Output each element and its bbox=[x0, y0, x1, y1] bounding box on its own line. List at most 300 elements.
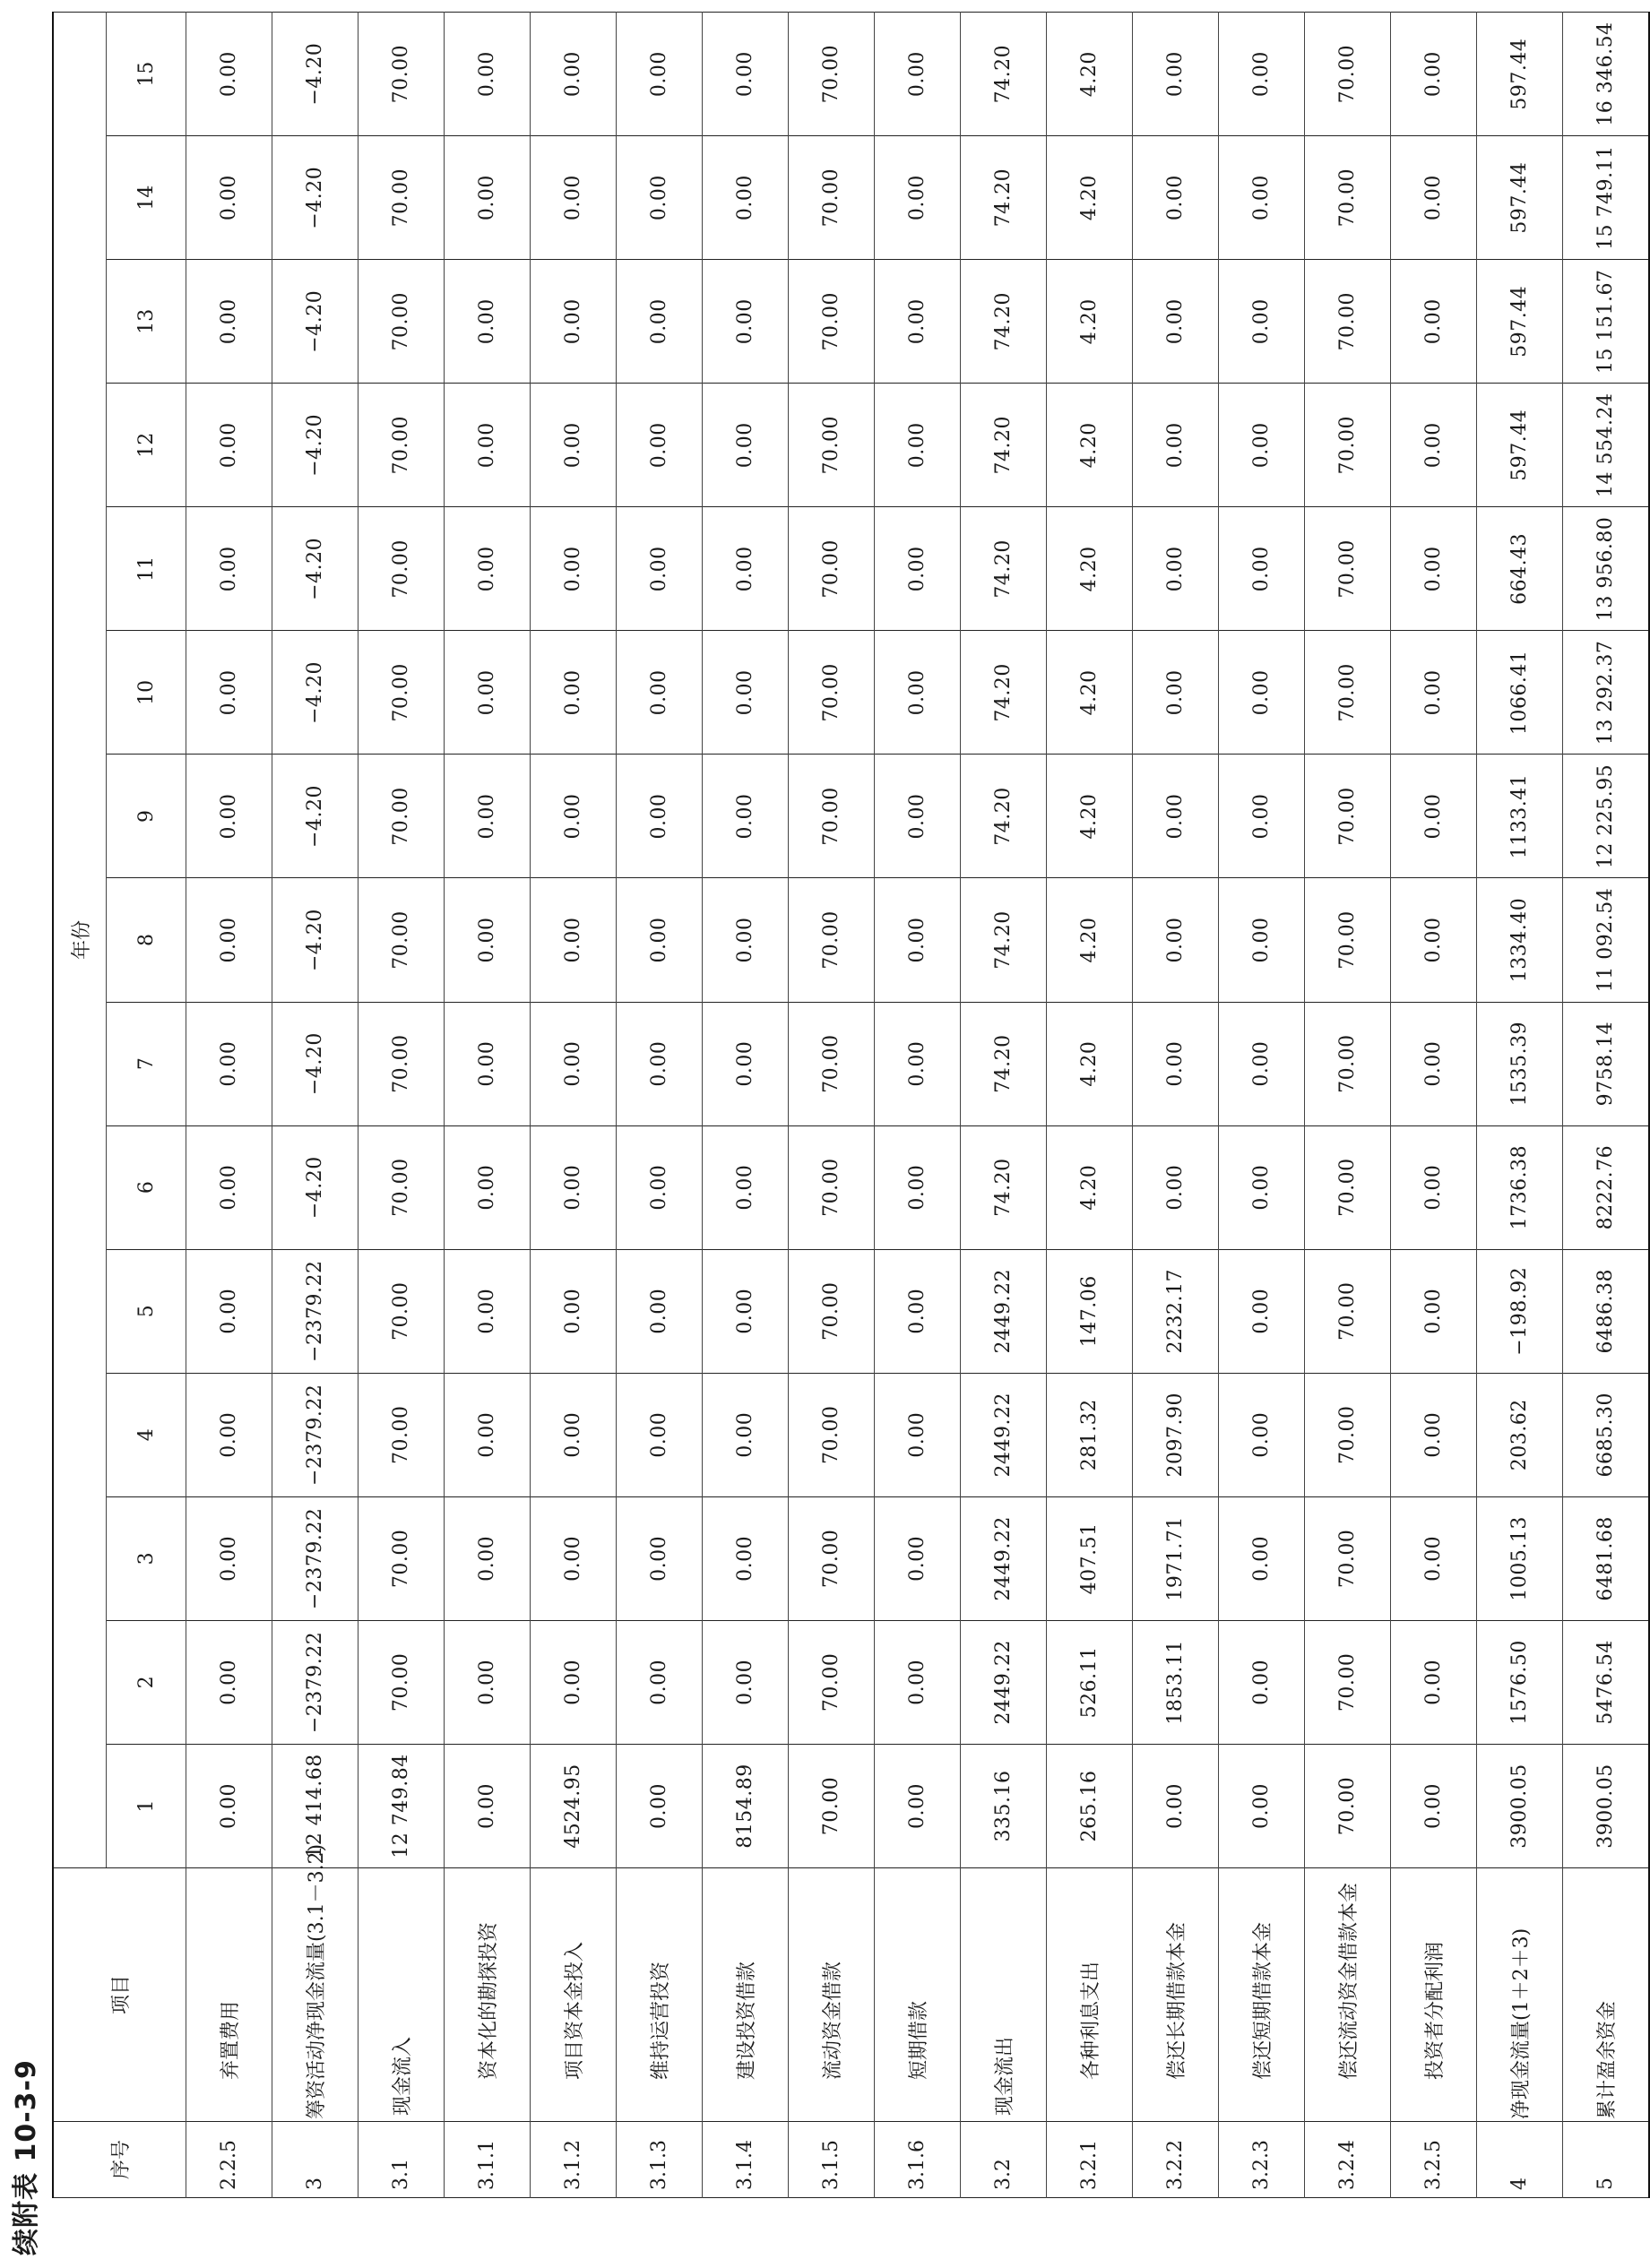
value-cell: 0.00 bbox=[1219, 878, 1305, 1002]
item-cell: 建设投资借款 bbox=[703, 1868, 789, 2122]
value-cell: 0.00 bbox=[1219, 136, 1305, 260]
value-cell: 0.00 bbox=[703, 755, 789, 878]
value-cell: 0.00 bbox=[186, 1620, 272, 1744]
value-cell: 74.20 bbox=[961, 1125, 1047, 1249]
value-cell: 0.00 bbox=[1133, 13, 1219, 136]
value-cell: 4.20 bbox=[1047, 260, 1133, 384]
value-cell: 0.00 bbox=[1219, 507, 1305, 631]
value-cell: 0.00 bbox=[531, 878, 617, 1002]
table-row bbox=[1477, 13, 1563, 2198]
table-row bbox=[961, 13, 1047, 2198]
value-cell: 0.00 bbox=[186, 1496, 272, 1620]
seq-cell: 3.1.1 bbox=[445, 2122, 531, 2198]
value-cell: 70.00 bbox=[1305, 755, 1391, 878]
value-cell: −4.20 bbox=[272, 260, 359, 384]
header-row bbox=[53, 13, 107, 2198]
table-row bbox=[1563, 13, 1650, 2198]
value-cell: 15 749.11 bbox=[1563, 136, 1650, 260]
value-cell: 0.00 bbox=[531, 384, 617, 507]
value-cell: 12 414.68 bbox=[272, 1744, 359, 1867]
value-cell: 0.00 bbox=[875, 13, 961, 136]
value-cell: −2379.22 bbox=[272, 1496, 359, 1620]
value-cell: 70.00 bbox=[359, 878, 445, 1002]
value-cell: 70.00 bbox=[359, 755, 445, 878]
value-cell: 3900.05 bbox=[1477, 1744, 1563, 1867]
value-cell: 0.00 bbox=[186, 507, 272, 631]
value-cell: 74.20 bbox=[961, 384, 1047, 507]
table-row bbox=[359, 13, 445, 2198]
value-cell: 0.00 bbox=[186, 1125, 272, 1249]
value-cell: 0.00 bbox=[186, 260, 272, 384]
value-cell: 1576.50 bbox=[1477, 1620, 1563, 1744]
year-header: 9 bbox=[107, 755, 186, 878]
value-cell: 0.00 bbox=[531, 631, 617, 755]
value-cell: 0.00 bbox=[1391, 1620, 1477, 1744]
value-cell: 0.00 bbox=[703, 507, 789, 631]
value-cell: −4.20 bbox=[272, 1002, 359, 1125]
value-cell: 0.00 bbox=[1391, 878, 1477, 1002]
value-cell: 70.00 bbox=[1305, 13, 1391, 136]
value-cell: 70.00 bbox=[1305, 260, 1391, 384]
value-cell: 2449.22 bbox=[961, 1373, 1047, 1496]
value-cell: 70.00 bbox=[789, 1249, 875, 1373]
value-cell: 70.00 bbox=[359, 631, 445, 755]
value-cell: 0.00 bbox=[1133, 507, 1219, 631]
value-cell: 70.00 bbox=[1305, 136, 1391, 260]
table-row bbox=[617, 13, 703, 2198]
value-cell: −198.92 bbox=[1477, 1249, 1563, 1373]
year-header: 8 bbox=[107, 878, 186, 1002]
value-cell: 70.00 bbox=[359, 1496, 445, 1620]
seq-cell: 3.1.3 bbox=[617, 2122, 703, 2198]
seq-cell: 3.2.5 bbox=[1391, 2122, 1477, 2198]
value-cell: 1133.41 bbox=[1477, 755, 1563, 878]
value-cell: 0.00 bbox=[531, 260, 617, 384]
value-cell: 70.00 bbox=[789, 1125, 875, 1249]
value-cell: 0.00 bbox=[445, 1744, 531, 1867]
value-cell: 1066.41 bbox=[1477, 631, 1563, 755]
value-cell: 0.00 bbox=[1391, 1744, 1477, 1867]
value-cell: 6685.30 bbox=[1563, 1373, 1650, 1496]
item-cell: 各种利息支出 bbox=[1047, 1868, 1133, 2122]
value-cell: −2379.22 bbox=[272, 1249, 359, 1373]
value-cell: 12 749.84 bbox=[359, 1744, 445, 1867]
value-cell: 0.00 bbox=[617, 1744, 703, 1867]
value-cell: 74.20 bbox=[961, 13, 1047, 136]
table-row bbox=[445, 13, 531, 2198]
value-cell: 0.00 bbox=[703, 13, 789, 136]
value-cell: 0.00 bbox=[875, 507, 961, 631]
table-caption: 续附表 10-3-9 bbox=[11, 2059, 42, 2255]
table-row bbox=[1219, 13, 1305, 2198]
value-cell: 70.00 bbox=[1305, 878, 1391, 1002]
value-cell: 0.00 bbox=[1391, 1373, 1477, 1496]
value-cell: 70.00 bbox=[1305, 631, 1391, 755]
value-cell: 0.00 bbox=[1391, 755, 1477, 878]
seq-cell: 3 bbox=[272, 2122, 359, 2198]
value-cell: 0.00 bbox=[531, 1496, 617, 1620]
value-cell: 70.00 bbox=[789, 136, 875, 260]
value-cell: 0.00 bbox=[875, 1373, 961, 1496]
value-cell: 0.00 bbox=[617, 384, 703, 507]
value-cell: 70.00 bbox=[359, 1373, 445, 1496]
value-cell: 4.20 bbox=[1047, 878, 1133, 1002]
value-cell: 70.00 bbox=[1305, 507, 1391, 631]
item-cell: 偿还短期借款本金 bbox=[1219, 1868, 1305, 2122]
value-cell: 70.00 bbox=[789, 631, 875, 755]
value-cell: −4.20 bbox=[272, 136, 359, 260]
year-header: 2 bbox=[107, 1620, 186, 1744]
value-cell: 74.20 bbox=[961, 755, 1047, 878]
value-cell: −4.20 bbox=[272, 507, 359, 631]
year-header: 1 bbox=[107, 1744, 186, 1867]
value-cell: 265.16 bbox=[1047, 1744, 1133, 1867]
value-cell: 0.00 bbox=[186, 755, 272, 878]
value-cell: 0.00 bbox=[875, 631, 961, 755]
value-cell: 0.00 bbox=[1133, 631, 1219, 755]
year-header: 4 bbox=[107, 1373, 186, 1496]
value-cell: −4.20 bbox=[272, 631, 359, 755]
value-cell: 0.00 bbox=[1133, 878, 1219, 1002]
value-cell: 0.00 bbox=[1219, 755, 1305, 878]
value-cell: 0.00 bbox=[445, 260, 531, 384]
item-cell: 维持运营投资 bbox=[617, 1868, 703, 2122]
value-cell: 203.62 bbox=[1477, 1373, 1563, 1496]
value-cell: 0.00 bbox=[703, 1249, 789, 1373]
seq-cell: 5 bbox=[1563, 2122, 1650, 2198]
value-cell: 70.00 bbox=[789, 878, 875, 1002]
value-cell: 0.00 bbox=[445, 631, 531, 755]
value-cell: 335.16 bbox=[961, 1744, 1047, 1867]
value-cell: 0.00 bbox=[1219, 1249, 1305, 1373]
value-cell: 0.00 bbox=[1391, 631, 1477, 755]
value-cell: 1971.71 bbox=[1133, 1496, 1219, 1620]
table-row bbox=[1133, 13, 1219, 2198]
table-row bbox=[1305, 13, 1391, 2198]
value-cell: 597.44 bbox=[1477, 13, 1563, 136]
table-row bbox=[531, 13, 617, 2198]
value-cell: 0.00 bbox=[1219, 1125, 1305, 1249]
seq-cell: 2.2.5 bbox=[186, 2122, 272, 2198]
value-cell: 0.00 bbox=[445, 755, 531, 878]
year-header: 6 bbox=[107, 1125, 186, 1249]
value-cell: 2232.17 bbox=[1133, 1249, 1219, 1373]
value-cell: 0.00 bbox=[445, 136, 531, 260]
value-cell: 0.00 bbox=[617, 1002, 703, 1125]
value-cell: 0.00 bbox=[617, 755, 703, 878]
value-cell: 70.00 bbox=[789, 1002, 875, 1125]
value-cell: 14 554.24 bbox=[1563, 384, 1650, 507]
value-cell: 4.20 bbox=[1047, 1002, 1133, 1125]
value-cell: 70.00 bbox=[359, 136, 445, 260]
years-header: 年份 bbox=[53, 13, 107, 1868]
value-cell: 5476.54 bbox=[1563, 1620, 1650, 1744]
value-cell: 0.00 bbox=[1133, 755, 1219, 878]
year-header: 14 bbox=[107, 136, 186, 260]
value-cell: 0.00 bbox=[617, 136, 703, 260]
year-header: 11 bbox=[107, 507, 186, 631]
item-cell: 项目资本金投入 bbox=[531, 1868, 617, 2122]
value-cell: 2097.90 bbox=[1133, 1373, 1219, 1496]
value-cell: 0.00 bbox=[1219, 1373, 1305, 1496]
value-cell: −4.20 bbox=[272, 384, 359, 507]
value-cell: 0.00 bbox=[1391, 1496, 1477, 1620]
value-cell: 0.00 bbox=[1133, 1002, 1219, 1125]
value-cell: 70.00 bbox=[789, 507, 875, 631]
value-cell: 70.00 bbox=[1305, 384, 1391, 507]
value-cell: 0.00 bbox=[703, 384, 789, 507]
value-cell: 4.20 bbox=[1047, 507, 1133, 631]
value-cell: 0.00 bbox=[531, 13, 617, 136]
value-cell: 0.00 bbox=[703, 1620, 789, 1744]
value-cell: 0.00 bbox=[617, 631, 703, 755]
value-cell: 4.20 bbox=[1047, 631, 1133, 755]
value-cell: 0.00 bbox=[531, 755, 617, 878]
value-cell: 0.00 bbox=[1219, 1002, 1305, 1125]
value-cell: 0.00 bbox=[617, 1620, 703, 1744]
year-header: 13 bbox=[107, 260, 186, 384]
value-cell: 0.00 bbox=[1133, 1744, 1219, 1867]
value-cell: 0.00 bbox=[445, 384, 531, 507]
item-cell: 短期借款 bbox=[875, 1868, 961, 2122]
value-cell: 0.00 bbox=[875, 1496, 961, 1620]
value-cell: 0.00 bbox=[186, 1744, 272, 1867]
value-cell: 4.20 bbox=[1047, 755, 1133, 878]
value-cell: 0.00 bbox=[703, 878, 789, 1002]
value-cell: 0.00 bbox=[875, 1744, 961, 1867]
seq-cell: 3.2.1 bbox=[1047, 2122, 1133, 2198]
value-cell: 4524.95 bbox=[531, 1744, 617, 1867]
value-cell: 0.00 bbox=[703, 136, 789, 260]
value-cell: 6486.38 bbox=[1563, 1249, 1650, 1373]
value-cell: 0.00 bbox=[445, 1002, 531, 1125]
value-cell: 0.00 bbox=[617, 260, 703, 384]
value-cell: 1005.13 bbox=[1477, 1496, 1563, 1620]
value-cell: 0.00 bbox=[875, 136, 961, 260]
value-cell: 2449.22 bbox=[961, 1249, 1047, 1373]
seq-cell: 4 bbox=[1477, 2122, 1563, 2198]
value-cell: 1535.39 bbox=[1477, 1002, 1563, 1125]
value-cell: 0.00 bbox=[875, 1620, 961, 1744]
value-cell: 4.20 bbox=[1047, 136, 1133, 260]
value-cell: 0.00 bbox=[1391, 1002, 1477, 1125]
value-cell: 0.00 bbox=[875, 384, 961, 507]
value-cell: 0.00 bbox=[1133, 260, 1219, 384]
value-cell: 0.00 bbox=[1391, 384, 1477, 507]
value-cell: 0.00 bbox=[617, 1496, 703, 1620]
value-cell: 6481.68 bbox=[1563, 1496, 1650, 1620]
value-cell: 74.20 bbox=[961, 878, 1047, 1002]
value-cell: 74.20 bbox=[961, 507, 1047, 631]
value-cell: 70.00 bbox=[359, 260, 445, 384]
item-header: 项目 bbox=[53, 1868, 186, 2122]
value-cell: 11 092.54 bbox=[1563, 878, 1650, 1002]
seq-cell: 3.1.4 bbox=[703, 2122, 789, 2198]
value-cell: 0.00 bbox=[531, 1373, 617, 1496]
value-cell: 15 151.67 bbox=[1563, 260, 1650, 384]
value-cell: −4.20 bbox=[272, 13, 359, 136]
value-cell: 70.00 bbox=[1305, 1125, 1391, 1249]
value-cell: 12 225.95 bbox=[1563, 755, 1650, 878]
value-cell: 0.00 bbox=[703, 1496, 789, 1620]
value-cell: 0.00 bbox=[617, 1125, 703, 1249]
value-cell: 0.00 bbox=[703, 260, 789, 384]
value-cell: 4.20 bbox=[1047, 1125, 1133, 1249]
value-cell: 70.00 bbox=[789, 260, 875, 384]
seq-cell: 3.2.4 bbox=[1305, 2122, 1391, 2198]
table-row bbox=[272, 13, 359, 2198]
value-cell: 281.32 bbox=[1047, 1373, 1133, 1496]
value-cell: 74.20 bbox=[961, 631, 1047, 755]
value-cell: 0.00 bbox=[186, 878, 272, 1002]
value-cell: 0.00 bbox=[531, 136, 617, 260]
value-cell: 0.00 bbox=[445, 1249, 531, 1373]
seq-cell: 3.1.6 bbox=[875, 2122, 961, 2198]
value-cell: 0.00 bbox=[875, 260, 961, 384]
value-cell: 0.00 bbox=[617, 13, 703, 136]
value-cell: 1334.40 bbox=[1477, 878, 1563, 1002]
value-cell: 0.00 bbox=[186, 631, 272, 755]
value-cell: 70.00 bbox=[359, 13, 445, 136]
value-cell: 0.00 bbox=[703, 1125, 789, 1249]
seq-cell: 3.2.3 bbox=[1219, 2122, 1305, 2198]
value-cell: 0.00 bbox=[445, 1125, 531, 1249]
item-cell: 累计盈余资金 bbox=[1563, 1868, 1650, 2122]
value-cell: 74.20 bbox=[961, 1002, 1047, 1125]
value-cell: 0.00 bbox=[531, 1620, 617, 1744]
value-cell: 0.00 bbox=[875, 878, 961, 1002]
item-cell: 流动资金借款 bbox=[789, 1868, 875, 2122]
seq-cell: 3.1.5 bbox=[789, 2122, 875, 2198]
item-cell: 筹资活动净现金流量(3.1－3.2) bbox=[272, 1868, 359, 2122]
value-cell: 0.00 bbox=[445, 13, 531, 136]
table-row bbox=[875, 13, 961, 2198]
value-cell: 597.44 bbox=[1477, 260, 1563, 384]
value-cell: 0.00 bbox=[1391, 13, 1477, 136]
value-cell: 0.00 bbox=[1391, 260, 1477, 384]
year-header: 7 bbox=[107, 1002, 186, 1125]
value-cell: 0.00 bbox=[1219, 1744, 1305, 1867]
seq-cell: 3.1 bbox=[359, 2122, 445, 2198]
value-cell: 0.00 bbox=[186, 13, 272, 136]
value-cell: 0.00 bbox=[1219, 1496, 1305, 1620]
value-cell: 70.00 bbox=[1305, 1744, 1391, 1867]
value-cell: 4.20 bbox=[1047, 13, 1133, 136]
value-cell: 0.00 bbox=[617, 1249, 703, 1373]
value-cell: −2379.22 bbox=[272, 1620, 359, 1744]
table-header bbox=[53, 13, 186, 2198]
value-cell: −2379.22 bbox=[272, 1373, 359, 1496]
value-cell: 70.00 bbox=[359, 1125, 445, 1249]
value-cell: 0.00 bbox=[1133, 136, 1219, 260]
value-cell: 70.00 bbox=[359, 1620, 445, 1744]
value-cell: 2449.22 bbox=[961, 1496, 1047, 1620]
seq-cell: 3.2.2 bbox=[1133, 2122, 1219, 2198]
value-cell: −4.20 bbox=[272, 878, 359, 1002]
value-cell: 0.00 bbox=[445, 1620, 531, 1744]
value-cell: 70.00 bbox=[789, 1373, 875, 1496]
value-cell: 0.00 bbox=[1391, 507, 1477, 631]
value-cell: 0.00 bbox=[1219, 13, 1305, 136]
value-cell: 70.00 bbox=[789, 1744, 875, 1867]
value-cell: 70.00 bbox=[359, 507, 445, 631]
table-row bbox=[186, 13, 272, 2198]
value-cell: 0.00 bbox=[703, 1002, 789, 1125]
value-cell: 0.00 bbox=[617, 507, 703, 631]
value-cell: 0.00 bbox=[531, 1249, 617, 1373]
seq-cell: 3.2 bbox=[961, 2122, 1047, 2198]
value-cell: 4.20 bbox=[1047, 384, 1133, 507]
value-cell: 0.00 bbox=[703, 631, 789, 755]
value-cell: 0.00 bbox=[875, 1002, 961, 1125]
value-cell: 70.00 bbox=[1305, 1496, 1391, 1620]
item-cell: 偿还流动资金借款本金 bbox=[1305, 1868, 1391, 2122]
item-cell: 净现金流量(1＋2＋3) bbox=[1477, 1868, 1563, 2122]
value-cell: 0.00 bbox=[186, 136, 272, 260]
value-cell: 0.00 bbox=[617, 1373, 703, 1496]
value-cell: 70.00 bbox=[1305, 1620, 1391, 1744]
value-cell: 13 292.37 bbox=[1563, 631, 1650, 755]
table-body bbox=[186, 13, 1650, 2198]
value-cell: 70.00 bbox=[359, 1249, 445, 1373]
value-cell: 0.00 bbox=[875, 1125, 961, 1249]
seq-cell: 3.1.2 bbox=[531, 2122, 617, 2198]
item-cell: 偿还长期借款本金 bbox=[1133, 1868, 1219, 2122]
value-cell: 147.06 bbox=[1047, 1249, 1133, 1373]
value-cell: 0.00 bbox=[1391, 136, 1477, 260]
value-cell: 16 346.54 bbox=[1563, 13, 1650, 136]
year-header: 12 bbox=[107, 384, 186, 507]
value-cell: 2449.22 bbox=[961, 1620, 1047, 1744]
value-cell: 526.11 bbox=[1047, 1620, 1133, 1744]
value-cell: 1853.11 bbox=[1133, 1620, 1219, 1744]
item-cell: 资本化的勘探投资 bbox=[445, 1868, 531, 2122]
year-header: 10 bbox=[107, 631, 186, 755]
value-cell: 0.00 bbox=[1133, 384, 1219, 507]
value-cell: 0.00 bbox=[875, 755, 961, 878]
value-cell: 0.00 bbox=[445, 1373, 531, 1496]
value-cell: 70.00 bbox=[1305, 1002, 1391, 1125]
value-cell: 597.44 bbox=[1477, 384, 1563, 507]
value-cell: 8154.89 bbox=[703, 1744, 789, 1867]
value-cell: −4.20 bbox=[272, 1125, 359, 1249]
value-cell: 3900.05 bbox=[1563, 1744, 1650, 1867]
value-cell: 70.00 bbox=[789, 1496, 875, 1620]
value-cell: 0.00 bbox=[445, 878, 531, 1002]
value-cell: 0.00 bbox=[186, 384, 272, 507]
value-cell: 0.00 bbox=[703, 1373, 789, 1496]
value-cell: 70.00 bbox=[1305, 1373, 1391, 1496]
item-cell: 弃置费用 bbox=[186, 1868, 272, 2122]
table-row bbox=[1047, 13, 1133, 2198]
table-row bbox=[703, 13, 789, 2198]
value-cell: 0.00 bbox=[445, 507, 531, 631]
value-cell: 70.00 bbox=[789, 13, 875, 136]
value-cell: 0.00 bbox=[1391, 1249, 1477, 1373]
value-cell: −4.20 bbox=[272, 755, 359, 878]
value-cell: 74.20 bbox=[961, 136, 1047, 260]
item-cell: 现金流出 bbox=[961, 1868, 1047, 2122]
value-cell: 70.00 bbox=[359, 1002, 445, 1125]
item-cell: 现金流入 bbox=[359, 1868, 445, 2122]
value-cell: 0.00 bbox=[1219, 260, 1305, 384]
value-cell: 407.51 bbox=[1047, 1496, 1133, 1620]
item-cell: 投资者分配利润 bbox=[1391, 1868, 1477, 2122]
value-cell: 0.00 bbox=[1133, 1125, 1219, 1249]
value-cell: 70.00 bbox=[1305, 1249, 1391, 1373]
value-cell: 70.00 bbox=[789, 755, 875, 878]
value-cell: 0.00 bbox=[531, 507, 617, 631]
